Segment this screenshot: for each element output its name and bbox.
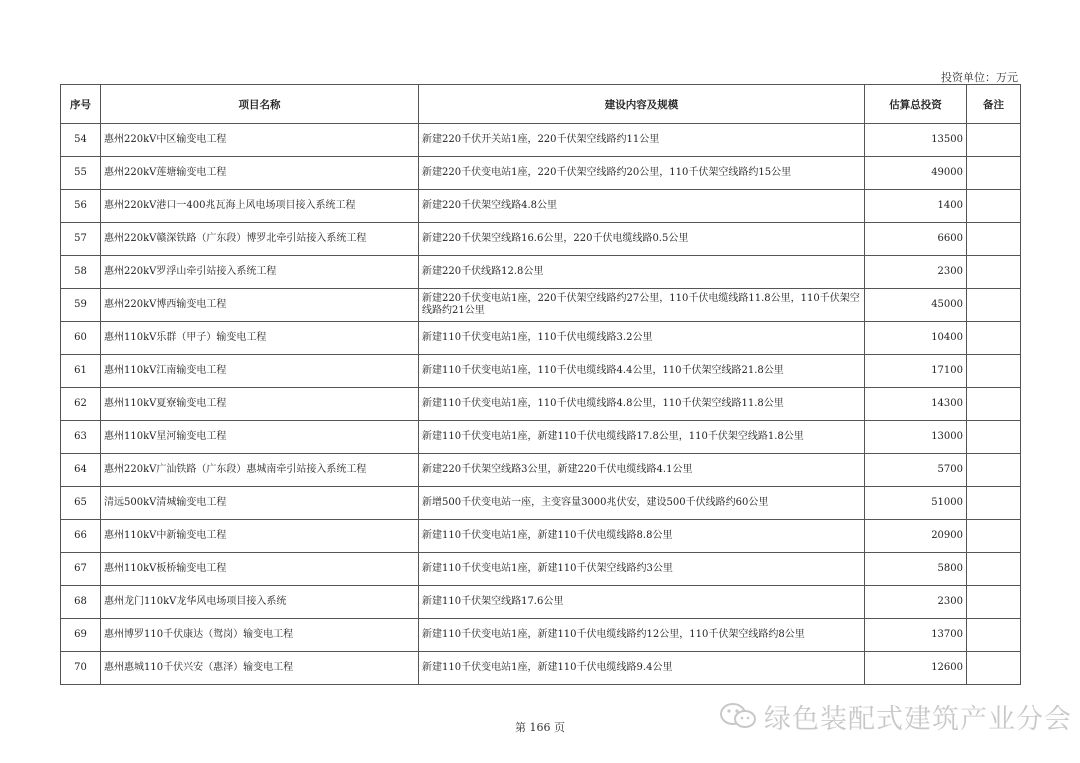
cell-description: 新建220千伏变电站1座，220千伏架空线路约27公里，110千伏电缆线路11.8公里，110千伏架空线路约21公里 (419, 289, 865, 322)
cell-description: 新增500千伏变电站一座，主变容量3000兆伏安，建设500千伏线路约60公里 (419, 487, 865, 520)
table-row (61, 190, 1021, 223)
cell-seq: 65 (61, 487, 101, 520)
cell-note (967, 289, 1021, 322)
cell-note (967, 487, 1021, 520)
page-number: 第 166 页 (515, 721, 565, 734)
cell-description: 新建110千伏架空线路17.6公里 (419, 586, 865, 619)
cell-project-name: 惠州220kV赣深铁路（广东段）博罗北牵引站接入系统工程 (101, 223, 419, 256)
cell-investment: 5700 (865, 454, 967, 487)
table-row (61, 619, 1021, 652)
cell-seq: 69 (61, 619, 101, 652)
cell-note (967, 652, 1021, 685)
cell-investment: 5800 (865, 553, 967, 586)
cell-note (967, 322, 1021, 355)
cell-seq: 57 (61, 223, 101, 256)
cell-seq: 60 (61, 322, 101, 355)
cell-project-name: 惠州220kV中区输变电工程 (101, 124, 419, 157)
cell-project-name: 惠州220kV博西输变电工程 (101, 289, 419, 322)
cell-project-name: 惠州220kV罗浮山牵引站接入系统工程 (101, 256, 419, 289)
cell-investment: 51000 (865, 487, 967, 520)
cell-seq: 66 (61, 520, 101, 553)
cell-seq: 68 (61, 586, 101, 619)
watermark-text: 绿色装配式建筑产业分会 (764, 703, 1072, 735)
table-row (61, 652, 1021, 685)
cell-investment: 10400 (865, 322, 967, 355)
table-row (61, 454, 1021, 487)
cell-description: 新建110千伏变电站1座，110千伏电缆线路3.2公里 (419, 322, 865, 355)
cell-note (967, 157, 1021, 190)
cell-note (967, 586, 1021, 619)
cell-project-name: 惠州110kV星河输变电工程 (101, 421, 419, 454)
cell-investment: 12600 (865, 652, 967, 685)
cell-investment: 13500 (865, 124, 967, 157)
cell-description: 新建220千伏线路12.8公里 (419, 256, 865, 289)
cell-investment: 20900 (865, 520, 967, 553)
table-header-row (61, 85, 1021, 124)
cell-description: 新建220千伏架空线路4.8公里 (419, 190, 865, 223)
table-row (61, 388, 1021, 421)
cell-seq: 55 (61, 157, 101, 190)
table-row (61, 586, 1021, 619)
cell-description: 新建110千伏变电站1座，新建110千伏电缆线路9.4公里 (419, 652, 865, 685)
table-row (61, 520, 1021, 553)
cell-project-name: 清远500kV清城输变电工程 (101, 487, 419, 520)
cell-seq: 61 (61, 355, 101, 388)
cell-project-name: 惠州110kV乐群（甲子）输变电工程 (101, 322, 419, 355)
investment-unit-label: 投资单位：万元 (941, 71, 1018, 84)
cell-seq: 67 (61, 553, 101, 586)
table-row (61, 421, 1021, 454)
cell-investment: 45000 (865, 289, 967, 322)
col-header-desc: 建设内容及规模 (419, 85, 865, 124)
cell-project-name: 惠州220kV莲塘输变电工程 (101, 157, 419, 190)
cell-seq: 54 (61, 124, 101, 157)
col-header-seq: 序号 (61, 85, 101, 124)
cell-note (967, 520, 1021, 553)
cell-description: 新建220千伏架空线路3公里，新建220千伏电缆线路4.1公里 (419, 454, 865, 487)
cell-project-name: 惠州博罗110千伏康达（鸳岗）输变电工程 (101, 619, 419, 652)
cell-note (967, 190, 1021, 223)
cell-note (967, 124, 1021, 157)
col-header-name: 项目名称 (101, 85, 419, 124)
cell-seq: 64 (61, 454, 101, 487)
table-row (61, 223, 1021, 256)
cell-project-name: 惠州220kV港口一400兆瓦海上风电场项目接入系统工程 (101, 190, 419, 223)
cell-investment: 2300 (865, 256, 967, 289)
watermark (718, 696, 1072, 736)
col-header-invest: 估算总投资 (865, 85, 967, 124)
cell-investment: 17100 (865, 355, 967, 388)
table-row (61, 553, 1021, 586)
cell-investment: 13000 (865, 421, 967, 454)
cell-note (967, 454, 1021, 487)
cell-note (967, 421, 1021, 454)
cell-description: 新建110千伏变电站1座，新建110千伏电缆线路17.8公里，110千伏架空线路1.8公里 (419, 421, 865, 454)
cell-description: 新建110千伏变电站1座，新建110千伏电缆线路约12公里，110千伏架空线路约8公里 (419, 619, 865, 652)
cell-description: 新建220千伏架空线路16.6公里，220千伏电缆线路0.5公里 (419, 223, 865, 256)
cell-investment: 6600 (865, 223, 967, 256)
table-row (61, 289, 1021, 322)
cell-project-name: 惠州110kV板桥输变电工程 (101, 553, 419, 586)
cell-description: 新建220千伏开关站1座，220千伏架空线路约11公里 (419, 124, 865, 157)
table-row (61, 322, 1021, 355)
table-row (61, 157, 1021, 190)
cell-seq: 70 (61, 652, 101, 685)
cell-note (967, 256, 1021, 289)
wechat-icon (718, 701, 758, 731)
cell-description: 新建110千伏变电站1座，110千伏电缆线路4.8公里，110千伏架空线路11.8公里 (419, 388, 865, 421)
cell-project-name: 惠州220kV广汕铁路（广东段）惠城南牵引站接入系统工程 (101, 454, 419, 487)
cell-description: 新建110千伏变电站1座，新建110千伏架空线路约3公里 (419, 553, 865, 586)
table-row (61, 256, 1021, 289)
table-row (61, 355, 1021, 388)
cell-seq: 59 (61, 289, 101, 322)
cell-note (967, 553, 1021, 586)
cell-seq: 63 (61, 421, 101, 454)
cell-description: 新建110千伏变电站1座，新建110千伏电缆线路8.8公里 (419, 520, 865, 553)
cell-seq: 58 (61, 256, 101, 289)
cell-seq: 56 (61, 190, 101, 223)
cell-project-name: 惠州110kV夏寮输变电工程 (101, 388, 419, 421)
cell-note (967, 388, 1021, 421)
cell-project-name: 惠州110kV中新输变电工程 (101, 520, 419, 553)
cell-description: 新建110千伏变电站1座，110千伏电缆线路4.4公里，110千伏架空线路21.8公里 (419, 355, 865, 388)
cell-note (967, 619, 1021, 652)
cell-investment: 14300 (865, 388, 967, 421)
project-table (60, 84, 1021, 685)
cell-investment: 2300 (865, 586, 967, 619)
cell-note (967, 223, 1021, 256)
cell-project-name: 惠州龙门110kV龙华风电场项目接入系统 (101, 586, 419, 619)
col-header-note: 备注 (967, 85, 1021, 124)
cell-project-name: 惠州110kV江南输变电工程 (101, 355, 419, 388)
table-row (61, 124, 1021, 157)
cell-seq: 62 (61, 388, 101, 421)
cell-investment: 13700 (865, 619, 967, 652)
cell-note (967, 355, 1021, 388)
cell-investment: 1400 (865, 190, 967, 223)
table-row (61, 487, 1021, 520)
cell-project-name: 惠州惠城110千伏兴安（惠泽）输变电工程 (101, 652, 419, 685)
cell-description: 新建220千伏变电站1座，220千伏架空线路约20公里，110千伏架空线路约15公里 (419, 157, 865, 190)
cell-investment: 49000 (865, 157, 967, 190)
